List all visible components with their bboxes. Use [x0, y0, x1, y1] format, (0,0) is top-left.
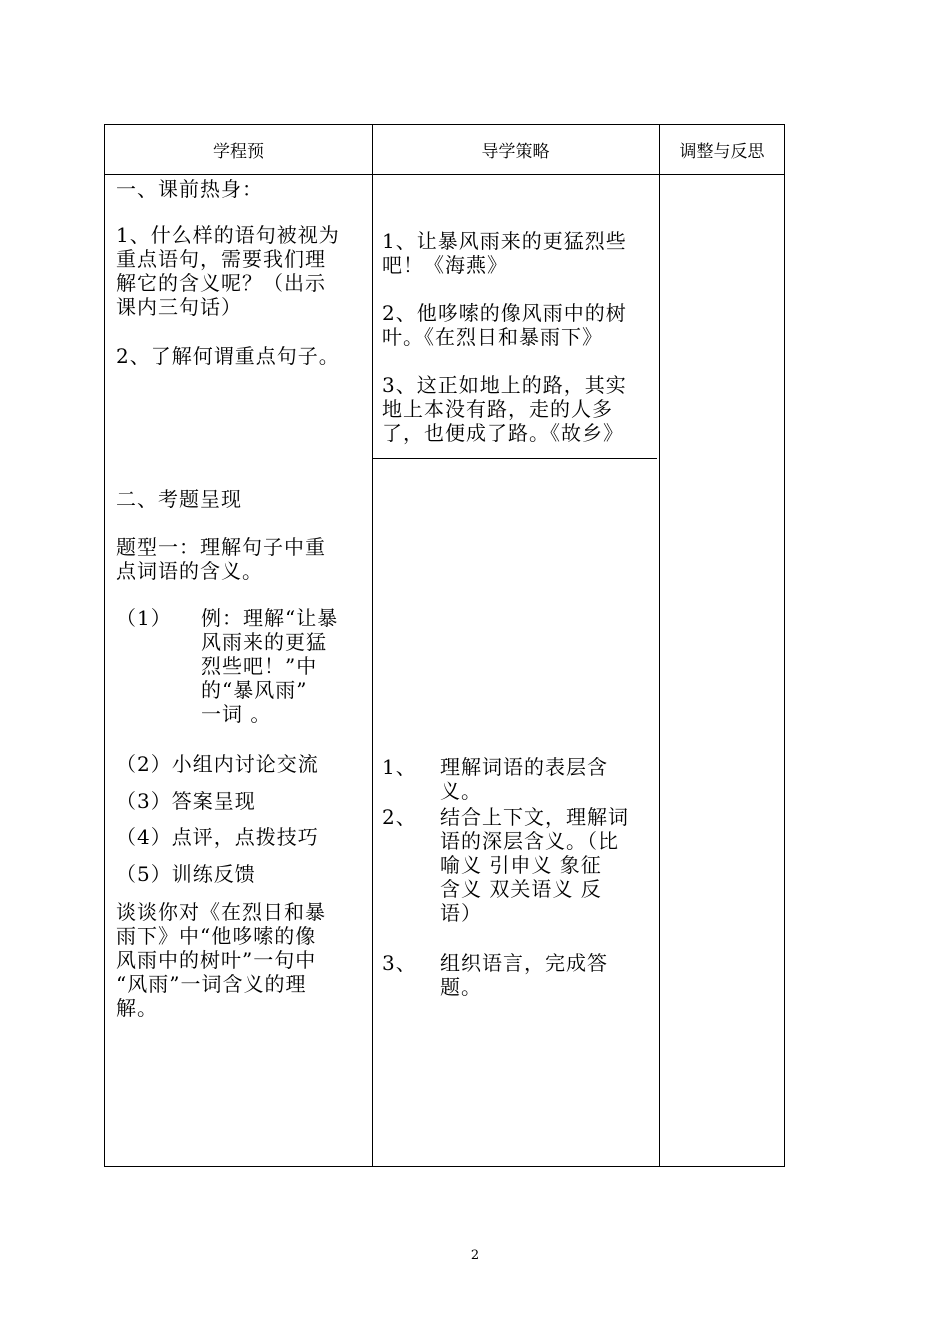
example-3-line-1: 3、这正如地上的路，其实	[382, 373, 627, 397]
page-number: 2	[470, 1248, 480, 1263]
strategy-divider	[373, 458, 657, 459]
step-1-line-5: 一词 。	[201, 702, 272, 726]
example-2-line-1: 2、他哆嗦的像风雨中的树	[382, 301, 627, 325]
warmup-item-1-line-1: 1、什么样的语句被视为	[116, 223, 340, 247]
warmup-item-1-line-3: 解它的含义呢？（出示	[116, 271, 326, 295]
column-divider-2	[659, 125, 660, 1166]
strategy-3-line-1: 组织语言，完成答	[440, 951, 608, 975]
step-1-line-2: 风雨来的更猛	[201, 630, 327, 654]
strategy-1-line-1: 理解词语的表层含	[440, 755, 608, 779]
step-3: （3）答案呈现	[116, 789, 256, 813]
strategy-2-line-2: 语的深层含义。（比	[440, 829, 619, 853]
section-questions-title: 二、考题呈现	[116, 487, 242, 511]
column-divider-1	[372, 125, 373, 1166]
question-type-1-line-1: 题型一：理解句子中重	[116, 535, 326, 559]
example-3-line-3: 了，也便成了路。《故乡》	[382, 421, 624, 445]
step-1-number: （1）	[116, 606, 172, 630]
warmup-item-1-line-4: 课内三句话）	[116, 295, 242, 319]
strategy-2-number: 2、	[382, 805, 417, 829]
example-1-line-1: 1、让暴风雨来的更猛烈些	[382, 229, 627, 253]
step-2: （2）小组内讨论交流	[116, 752, 319, 776]
example-2-line-2: 叶。《在烈日和暴雨下》	[382, 325, 603, 349]
practice-line-4: “风雨”一词含义的理	[116, 972, 307, 996]
warmup-item-2: 2、了解何谓重点句子。	[116, 344, 340, 368]
strategy-3-number: 3、	[382, 951, 417, 975]
strategy-2-line-3: 喻义 引申义 象征	[440, 853, 602, 877]
header-guidance-strategy: 导学策略	[481, 142, 550, 162]
strategy-1-line-2: 义。	[440, 779, 482, 803]
strategy-3-line-2: 题。	[440, 975, 482, 999]
question-type-1-line-2: 点词语的含义。	[116, 559, 263, 583]
step-1-line-4: 的“暴风雨”	[201, 678, 308, 702]
strategy-2-line-1: 结合上下文，理解词	[440, 805, 629, 829]
practice-line-5: 解。	[116, 996, 158, 1020]
practice-line-3: 风雨中的树叶”一句中	[116, 948, 317, 972]
example-3-line-2: 地上本没有路，走的人多	[382, 397, 613, 421]
practice-line-1: 谈谈你对《在烈日和暴	[116, 900, 326, 924]
step-5: （5）训练反馈	[116, 862, 256, 886]
header-study-process: 学程预	[213, 142, 264, 162]
warmup-item-1-line-2: 重点语句，需要我们理	[116, 247, 326, 271]
practice-line-2: 雨下》中“他哆嗦的像	[116, 924, 317, 948]
example-1-line-2: 吧！《海燕》	[382, 253, 508, 277]
strategy-2-line-4: 含义 双关语义 反	[440, 877, 602, 901]
step-4: （4）点评，点拨技巧	[116, 825, 319, 849]
header-divider	[105, 174, 784, 175]
lesson-plan-table	[104, 124, 785, 1167]
header-adjust-reflect: 调整与反思	[679, 142, 765, 162]
strategy-1-number: 1、	[382, 755, 417, 779]
step-1-line-3: 烈些吧！”中	[201, 654, 318, 678]
step-1-line-1: 例：理解“让暴	[201, 606, 339, 630]
strategy-2-line-5: 语）	[440, 901, 482, 925]
section-warmup-title: 一、课前热身：	[116, 177, 263, 201]
